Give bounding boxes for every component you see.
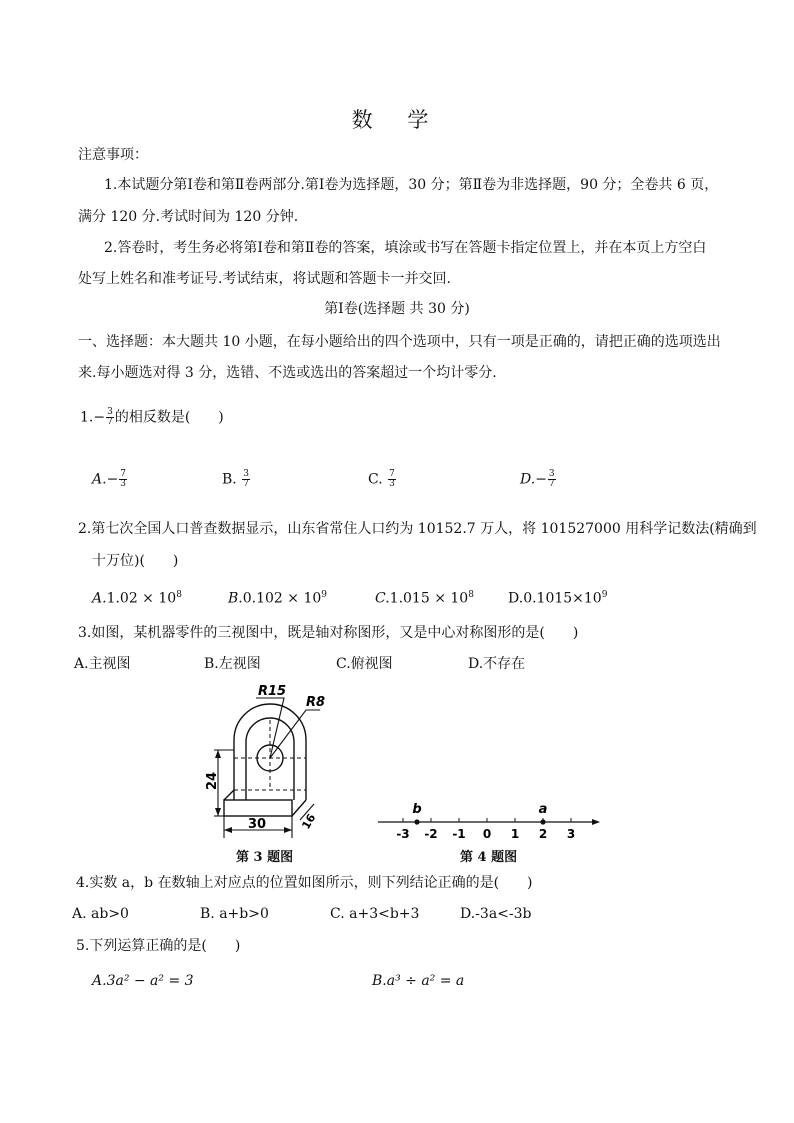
q4-tick-label: 2 [538,827,548,841]
q1-option-b-label: B. [222,471,237,488]
section1-intro-line1: 一、选择题：本大题共 10 小题，在每小题给出的四个选项中，只有一项是正确的，请把正确的选项选出 [78,334,721,350]
q4-tick-label: 3 [566,827,576,841]
q4-tick-label: -1 [452,827,466,841]
q1-sign: − [93,409,106,426]
notes-heading: 注意事项： [78,147,148,163]
section1-intro-line2: 来.每小题选对得 3 分，选错、不选或选出的答案超过一个均计零分. [78,365,497,381]
q2-option-c-label: C. [375,590,390,607]
q1-option-b-num: 3 [243,469,249,479]
q1-option-d-den: 7 [548,479,555,489]
q1-option-a-label: A. [92,471,107,488]
q5-option-a-label: A. [92,973,107,989]
q1-option-d-frac [548,470,556,489]
q1-suffix: 的相反数是( ) [114,409,224,426]
q5-option-b-text: a³ ÷ a² = a [386,973,465,989]
q1-fraction [106,408,114,427]
q3-depth-edge [292,800,306,816]
q4-tick-label: -3 [396,827,410,841]
q4-label-a: a [538,802,548,817]
q1-option-a-frac [119,470,127,489]
q3-figure-label: 第 3 题图 [236,850,294,865]
q4-axis-arrow [592,819,600,825]
q2-line1: 2.第七次全国人口普查数据显示，山东省常住人口约为 10152.7 万人，将 101527000 用科学记数法(精确到 [78,521,757,537]
q3-depth-edge-2 [224,790,234,800]
q3-stem: 3.如图，某机器零件的三视图中，既是轴对称图形，又是中心对称图形的是( ) [78,625,579,641]
q1-option-c-frac [388,470,396,489]
q2-option-b[interactable] [228,586,327,608]
q4-stem: 4.实数 a，b 在数轴上对应点的位置如图所示，则下列结论正确的是( ) [76,875,533,891]
q2-option-d-label: D. [508,590,524,607]
q4-option-b[interactable]: B. a+b>0 [200,906,269,922]
q1-option-d-label: D. [520,471,536,488]
q3-front-block [224,800,292,816]
q5-option-a-text: 3a² − a² = 3 [106,973,194,989]
q3-r8-leader [270,710,320,758]
q1-option-d-sign: − [535,471,547,488]
q1-option-b-frac [242,470,250,489]
q2-option-c[interactable] [375,586,474,608]
q4-figure-label: 第 4 题图 [460,850,518,865]
q2-line2: 十万位)( ) [92,553,179,569]
q5-stem: 5.下列运算正确的是( ) [76,938,241,954]
q2-option-d-text: 0.1015×10 [523,590,602,607]
q3-option-a[interactable]: A.主视图 [74,656,131,672]
q1-stem [80,408,224,427]
q2-option-c-exp: 8 [468,590,474,600]
q4-figure [374,796,604,846]
q2-option-a[interactable] [92,586,182,608]
q4-option-a[interactable]: A. ab>0 [72,906,129,922]
q1-option-a-den: 3 [120,479,127,489]
q3-arrow [224,827,232,833]
notes-item2-line1: 2.答卷时，考生务必将第Ⅰ卷和第Ⅱ卷的答案，填涂或书写在答题卡指定位置上，并在本页上方空白 [104,240,707,256]
q4-option-c[interactable]: C. a+3<b+3 [330,906,420,922]
q4-label-b: b [412,802,422,817]
q1-option-a-num: 7 [120,469,127,479]
q5-option-a[interactable] [92,972,194,990]
q4-tick-label: -2 [424,827,438,841]
q2-option-a-text: 1.02 × 10 [106,590,177,607]
q1-option-c[interactable] [368,470,397,489]
q3-label-30: 30 [248,817,267,832]
q1-option-b-den: 7 [243,479,249,489]
q2-option-a-exp: 8 [176,590,182,600]
notes-item1-line2: 满分 120 分.考试时间为 120 分钟. [78,209,299,225]
q3-label-r15: R15 [258,684,287,699]
q3-option-c[interactable]: C.俯视图 [336,656,393,672]
q4-point-b [414,819,419,824]
q3-figure [196,680,346,865]
q3-label-16: 16 [299,811,319,832]
q1-option-d-num: 3 [548,469,555,479]
q3-label-24: 24 [205,771,220,790]
q1-prefix: 1. [80,409,94,426]
q2-option-d[interactable] [508,586,607,608]
page-title: 数 学 [351,108,443,132]
q2-option-b-exp: 9 [321,590,328,600]
q3-arrow [215,750,221,758]
q3-arrow [215,808,221,816]
q4-tick-label: 0 [482,827,492,841]
q1-option-c-label: C. [368,471,383,488]
section1-title: 第Ⅰ卷(选择题 共 30 分) [324,301,470,317]
q2-option-a-label: A. [92,590,107,607]
q1-option-c-num: 7 [389,469,395,479]
q4-option-d[interactable]: D.-3a<-3b [460,906,532,922]
q3-option-d[interactable]: D.不存在 [468,656,526,672]
q5-option-b-label: B. [372,973,387,989]
notes-item2-line2: 处写上姓名和准考证号.考试结束，将试题和答题卡一并交回. [78,271,451,287]
q5-option-b[interactable] [372,972,464,990]
q1-frac-num: 3 [107,407,113,417]
q3-label-r8: R8 [306,695,326,710]
q2-option-b-label: B. [228,590,243,607]
q1-option-d[interactable] [520,470,557,489]
q1-option-c-den: 3 [389,479,395,489]
q3-option-b[interactable]: B.左视图 [204,656,261,672]
q1-option-a-sign: − [106,471,119,488]
q2-option-d-exp: 9 [601,590,608,600]
q3-arrow [284,827,292,833]
q2-option-c-text: 1.015 × 10 [389,590,469,607]
q2-option-b-text: 0.102 × 10 [242,590,322,607]
q4-point-a [540,819,545,824]
notes-item1-line1: 1.本试题分第Ⅰ卷和第Ⅱ卷两部分.第Ⅰ卷为选择题，30 分；第Ⅱ卷为非选择题，90 分；全卷共 6 页， [104,177,719,193]
q1-option-a[interactable] [92,470,128,489]
q1-option-b[interactable] [222,470,251,489]
q1-frac-den: 7 [107,417,113,427]
q4-tick-label: 1 [510,827,520,841]
